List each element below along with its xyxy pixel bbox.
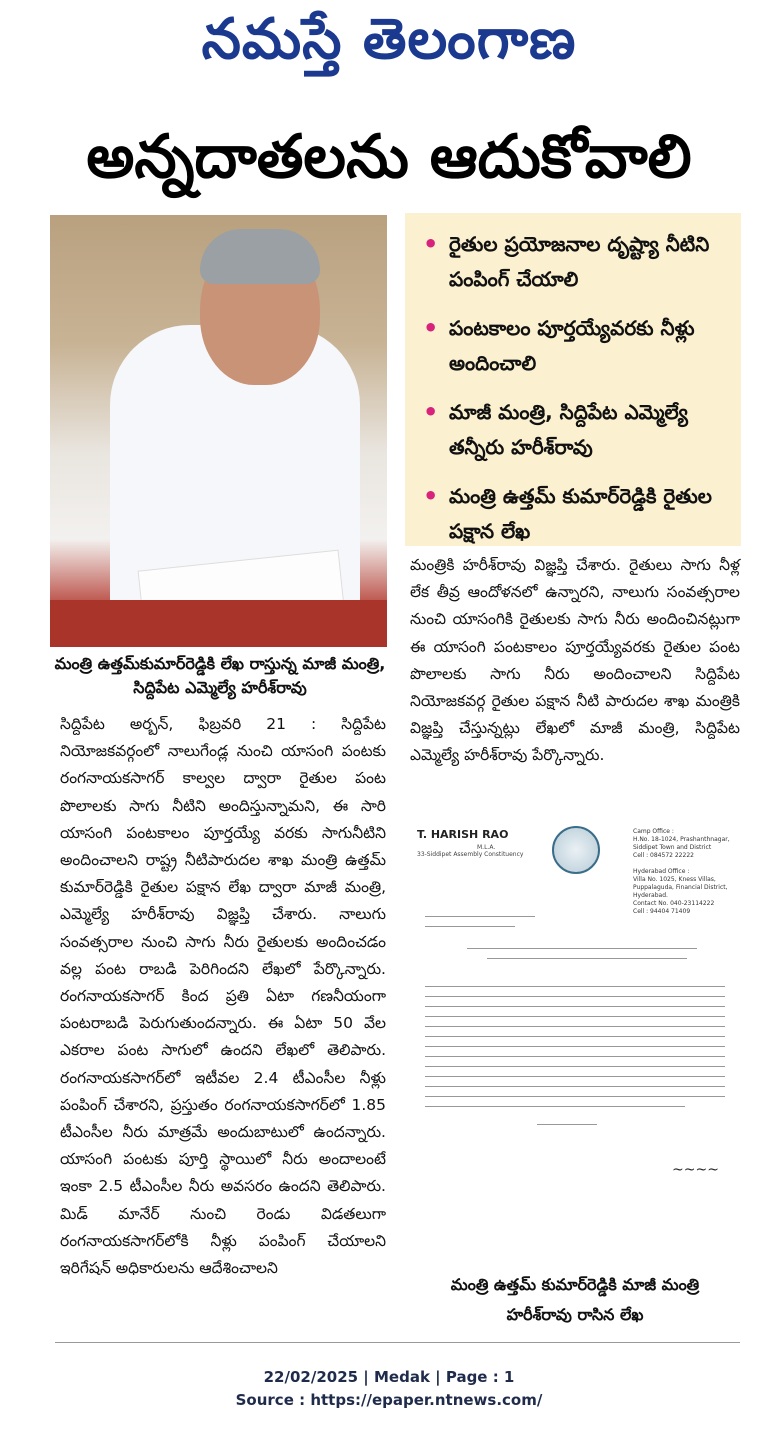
bullet-icon: •: [423, 482, 439, 510]
letter-image: [407, 820, 745, 1270]
highlights-box: [405, 213, 741, 546]
emblem-icon: [552, 826, 600, 874]
footer-edition-info: 22/02/2025 | Medak | Page : 1: [263, 1368, 515, 1386]
letterhead-address: Camp Office : H.No. 18-1024, Prashanthnagar, Siddipet Town and District Cell : 084572 22222 Hyderabad Office : Villa No. 1025, Kness Villas, Puppalaguda, Financial District, Hyderabad. Contact No. 040-23114222 Cell : 94404 71409: [633, 828, 730, 915]
highlight-item: • పంటకాలం పూర్తయ్యేవరకు నీళ్లు అందించాలి: [423, 311, 731, 381]
article-body-right: మంత్రికి హరీశ్‌రావు విజ్ఞప్తి చేశారు. రైతులు సాగు నీళ్ల లేక తీవ్ర ఆందోళనలో ఉన్నారని, నాలుగు సంవత్సరాల నుంచి యాసంగికి రైతులకు సాగు నీరు అందించినట్లుగా ఈ యాసంగి పంటకాలం పూర్తయ్యేవరకు రైతుల పంట పొలాలకు సాగు నీరు అందించాలని సిద్దిపేట నియోజకవర్గ రైతుల పక్షాన నీటి పారుదల శాఖ మంత్రికి విజ్ఞప్తి చేస్తున్నట్లు లేఖలో మాజీ మంత్రి, సిద్దిపేట ఎమ్మెల్యే హరీశ్‌రావు పేర్కొన్నారు.: [410, 556, 740, 765]
footer-source: Source : https://epaper.ntnews.com/: [235, 1391, 543, 1409]
bullet-icon: •: [423, 398, 439, 426]
bullet-icon: •: [423, 230, 439, 258]
highlight-item: • మంత్రి ఉత్తమ్ కుమార్‌రెడ్డికి రైతుల పక్షాన లేఖ: [423, 479, 731, 549]
letterhead-name: T. HARISH RAO: [417, 828, 509, 841]
footer-divider: [55, 1342, 740, 1343]
article-photo: [50, 215, 387, 647]
article-body-left: సిద్దిపేట అర్బన్, ఫిబ్రవరి 21 : సిద్దిపేట నియోజకవర్గంలో నాలుగేండ్ల నుంచి యాసంగి పంటకు రంగనాయకసాగర్ కాల్వల ద్వారా రైతుల పంట పొలాలకు సాగు నీటిని అందిస్తున్నామని, ఈ సారి యాసంగి పంటకాలం పూర్తయ్యే వరకు సాగునీటిని అందించాలని రాష్ట్ర నీటిపారుదల శాఖ మంత్రి ఉత్తమ్ కుమార్‌రెడ్డికి రైతుల పక్షాన లేఖ ద్వారా మాజీ మంత్రి, ఎమ్మెల్యే హరీశ్‌రావు విజ్ఞప్తి చేశారు. నాలుగు సంవత్సరాల నుంచి సాగు నీరు రైతులకు అందించడం వల్ల పంట రాబడి పెరిగిందని లేఖలో పేర్కొన్నారు. రంగనాయకసాగర్ కింద ప్రతి ఏటా గణనీయంగా పంటరాబడి పెరుగుతుందన్నారు. ఈ ఏటా 50 వేల ఎకరాల పంట సాగులో ఉందని లేఖలో తెలిపారు. రంగనాయకసాగర్‌లో ఇటీవల 2.4 టీఎంసీల నీళ్లు పంపింగ్ చేశారని, ప్రస్తుతం రంగనాయకసాగర్‌లో 1.85 టీఎంసీల నీరు మాత్రమే అందుబాటులో ఉందన్నారు. యాసంగి పంటకు పూర్తి స్థాయిలో నీరు అందాలంటే ఇంకా 2.5 టీఎంసీల నీరు అవసరం ఉందని తెలిపారు. మిడ్ మానేర్ నుంచి రెండు విడతలుగా రంగనాయకసాగర్‌లోకి నీళ్లు పంపింగ్ చేయాలని ఇరిగేషన్ అధికారులను ఆదేశించాలని: [60, 715, 386, 1278]
highlight-item: • మాజీ మంత్రి, సిద్దిపేట ఎమ్మెల్యే తన్నీరు హరీశ్‌రావు: [423, 395, 731, 465]
signature: ~~~~: [672, 1162, 719, 1178]
letter-caption: మంత్రి ఉత్తమ్ కుమార్‌రెడ్డికి మాజీ మంత్రి హరీశ్‌రావు రాసిన లేఖ: [450, 1275, 700, 1324]
bullet-icon: •: [423, 314, 439, 342]
newspaper-masthead: నమస్తే తెలంగాణ: [201, 6, 577, 72]
highlight-item: • రైతుల ప్రయోజనాల దృష్ట్యా నీటిని పంపింగ్ చేయాలి: [423, 227, 731, 297]
photo-caption: మంత్రి ఉత్తమ్‌కుమార్‌రెడ్డికి లేఖ రాస్తున్న మాజీ మంత్రి, సిద్దిపేట ఎమ్మెల్యే హరీశ్‌రావు: [54, 654, 386, 697]
article-headline: అన్నదాతలను ఆదుకోవాలి: [86, 122, 692, 192]
letterhead-designation: M.L.A. 33-Siddipet Assembly Constituency: [417, 844, 524, 858]
